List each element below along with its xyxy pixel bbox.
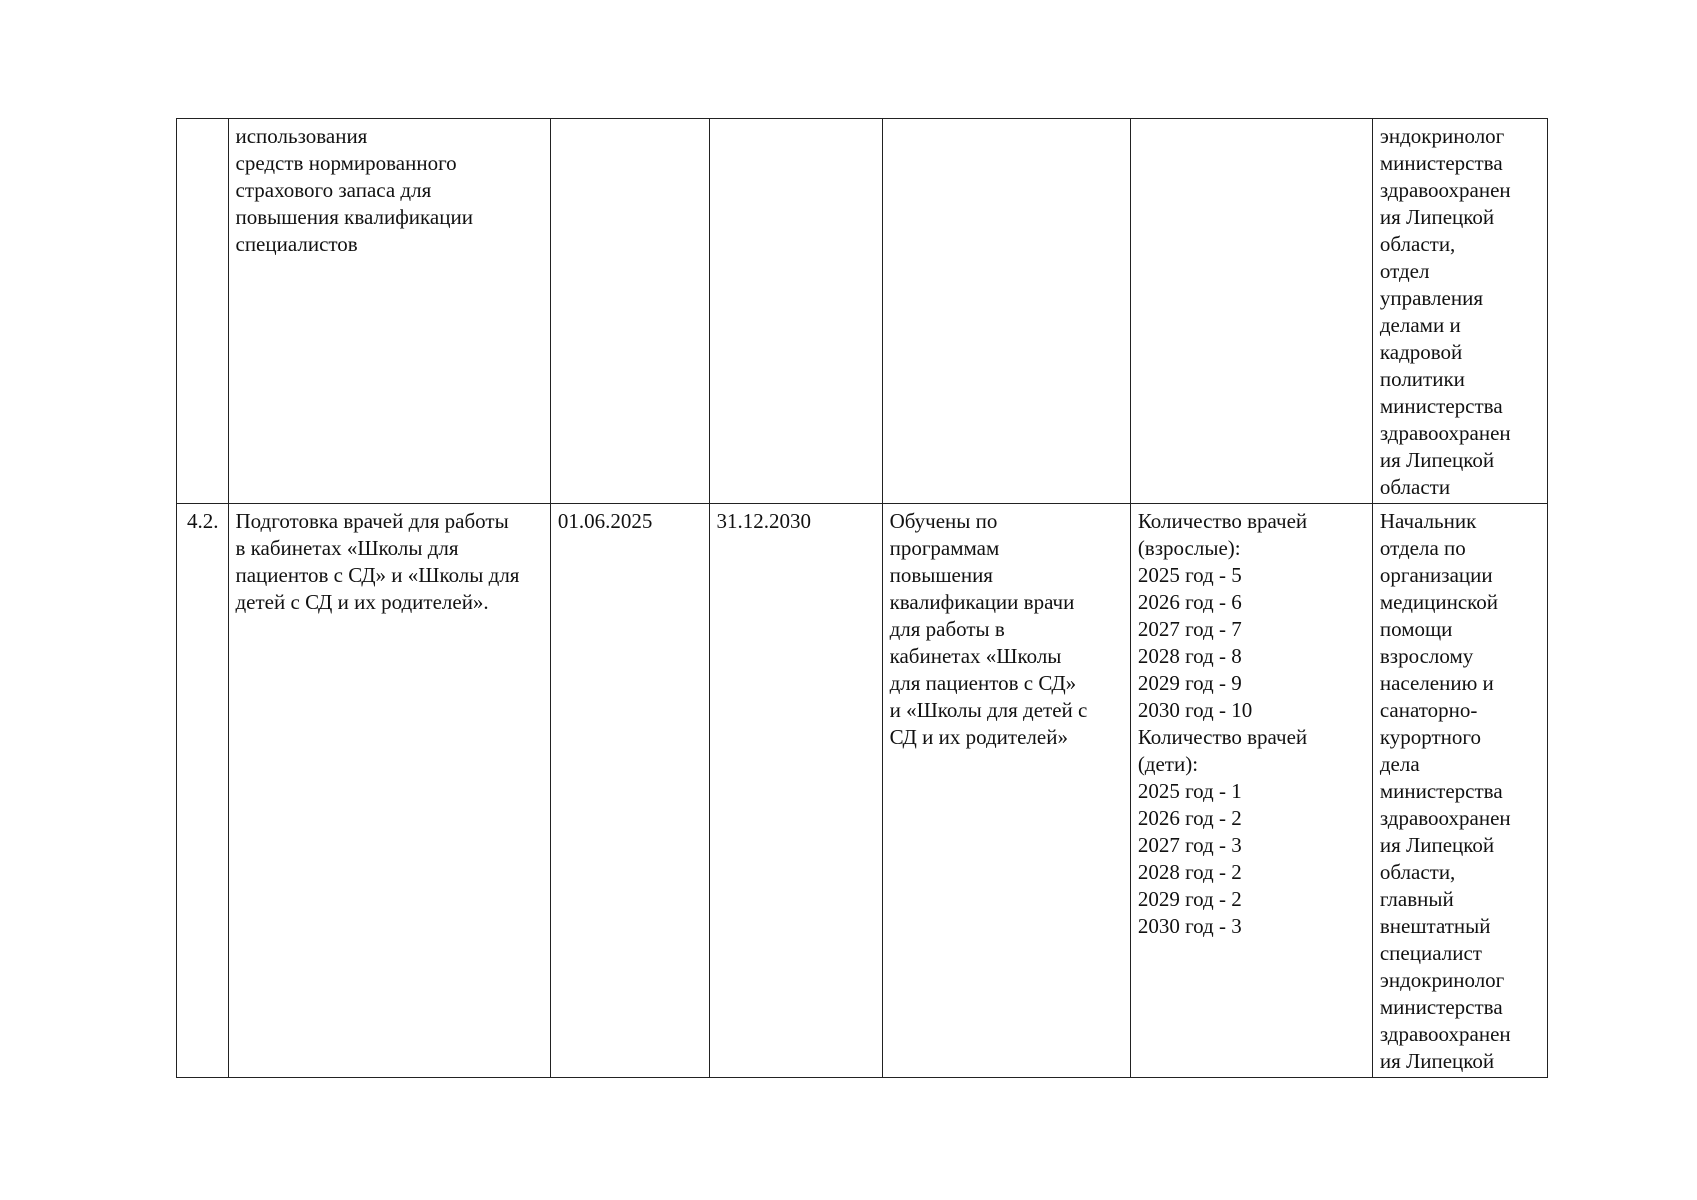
- responsible-line: политики: [1379, 367, 1465, 391]
- responsible-line: дела: [1379, 752, 1420, 776]
- responsible-line: здравоохранен: [1379, 806, 1511, 830]
- event-name-line: повышения квалификации: [235, 205, 473, 229]
- responsible-line: внештатный: [1379, 914, 1491, 938]
- responsible-line: здравоохранен: [1379, 1022, 1511, 1046]
- indicator-line: Количество врачей: [1137, 725, 1308, 749]
- indicator-line: 2025 год - 5: [1137, 563, 1242, 587]
- responsible-line: кадровой: [1379, 340, 1463, 364]
- result-line: для пациентов с СД»: [889, 671, 1077, 695]
- row-number-cell: [177, 119, 229, 504]
- indicator-line: 2029 год - 2: [1137, 887, 1242, 911]
- responsible-line: специалист: [1379, 941, 1482, 965]
- indicator-line: Количество врачей: [1137, 509, 1308, 533]
- result-line: кабинетах «Школы: [889, 644, 1062, 668]
- event-name-line: в кабинетах «Школы для: [235, 536, 459, 560]
- responsible-line: делами и: [1379, 313, 1461, 337]
- responsible-line: главный: [1379, 887, 1454, 911]
- responsible-line: управления: [1379, 286, 1483, 310]
- responsible-cell: [1372, 119, 1547, 504]
- result-line: квалификации врачи: [889, 590, 1075, 614]
- responsible-cell: [1372, 504, 1547, 1078]
- row-number-cell: 4.2.: [177, 504, 229, 1078]
- event-name-line: Подготовка врачей для работы: [235, 509, 509, 533]
- responsible-line: министерства: [1379, 995, 1503, 1019]
- result-cell: [882, 119, 1130, 504]
- result-line: для работы в: [889, 617, 1005, 641]
- result-line: СД и их родителей»: [889, 725, 1068, 749]
- responsible-line: отдел: [1379, 259, 1430, 283]
- responsible-line: Начальник: [1379, 509, 1477, 533]
- responsible-line: области: [1379, 475, 1451, 499]
- responsible-line: ия Липецкой: [1379, 448, 1495, 472]
- responsible-line: ия Липецкой: [1379, 833, 1495, 857]
- indicator-line: 2029 год - 9: [1137, 671, 1242, 695]
- event-name-line: детей с СД и их родителей».: [235, 590, 489, 614]
- result-line: и «Школы для детей с: [889, 698, 1088, 722]
- indicator-line: 2030 год - 3: [1137, 914, 1242, 938]
- result-line: повышения: [889, 563, 993, 587]
- result-cell: [882, 504, 1130, 1078]
- responsible-line: медицинской: [1379, 590, 1499, 614]
- event-name-cell: [228, 504, 550, 1078]
- result-line: программам: [889, 536, 1000, 560]
- plan-table-wrapper: [176, 118, 1548, 1078]
- responsible-line: министерства: [1379, 394, 1503, 418]
- indicator-line: 2027 год - 7: [1137, 617, 1242, 641]
- event-name-line: пациентов с СД» и «Школы для: [235, 563, 520, 587]
- responsible-line: помощи: [1379, 617, 1453, 641]
- responsible-line: населению и: [1379, 671, 1494, 695]
- responsible-line: здравоохранен: [1379, 178, 1511, 202]
- table-row: [177, 504, 1548, 1078]
- responsible-line: санаторно-: [1379, 698, 1478, 722]
- indicator-line: 2026 год - 2: [1137, 806, 1242, 830]
- responsible-line: области,: [1379, 232, 1456, 256]
- indicator-cell: [1130, 119, 1372, 504]
- end-date-cell: 31.12.2030: [709, 504, 882, 1078]
- indicator-line: 2030 год - 10: [1137, 698, 1253, 722]
- indicator-line: 2027 год - 3: [1137, 833, 1242, 857]
- indicator-line: (дети):: [1137, 752, 1199, 776]
- result-line: Обучены по: [889, 509, 998, 533]
- responsible-line: организации: [1379, 563, 1493, 587]
- end-date-cell: [709, 119, 882, 504]
- responsible-line: министерства: [1379, 151, 1503, 175]
- responsible-line: взрослому: [1379, 644, 1474, 668]
- table-row: [177, 119, 1548, 504]
- responsible-line: министерства: [1379, 779, 1503, 803]
- event-name-line: специалистов: [235, 232, 358, 256]
- responsible-line: области,: [1379, 860, 1456, 884]
- responsible-line: эндокринолог: [1379, 968, 1505, 992]
- plan-table: [176, 118, 1548, 1078]
- responsible-line: здравоохранен: [1379, 421, 1511, 445]
- indicator-line: 2025 год - 1: [1137, 779, 1242, 803]
- event-name-cell: [228, 119, 550, 504]
- responsible-line: эндокринолог: [1379, 124, 1505, 148]
- indicator-line: 2028 год - 2: [1137, 860, 1242, 884]
- start-date-cell: 01.06.2025: [550, 504, 709, 1078]
- event-name-line: средств нормированного: [235, 151, 457, 175]
- event-name-line: страхового запаса для: [235, 178, 432, 202]
- responsible-line: ия Липецкой: [1379, 205, 1495, 229]
- indicator-line: 2026 год - 6: [1137, 590, 1242, 614]
- indicator-line: 2028 год - 8: [1137, 644, 1242, 668]
- indicator-cell: [1130, 504, 1372, 1078]
- start-date-cell: [550, 119, 709, 504]
- event-name-line: использования: [235, 124, 368, 148]
- indicator-line: (взрослые):: [1137, 536, 1241, 560]
- responsible-line: ия Липецкой: [1379, 1049, 1495, 1073]
- responsible-line: отдела по: [1379, 536, 1466, 560]
- responsible-line: курортного: [1379, 725, 1481, 749]
